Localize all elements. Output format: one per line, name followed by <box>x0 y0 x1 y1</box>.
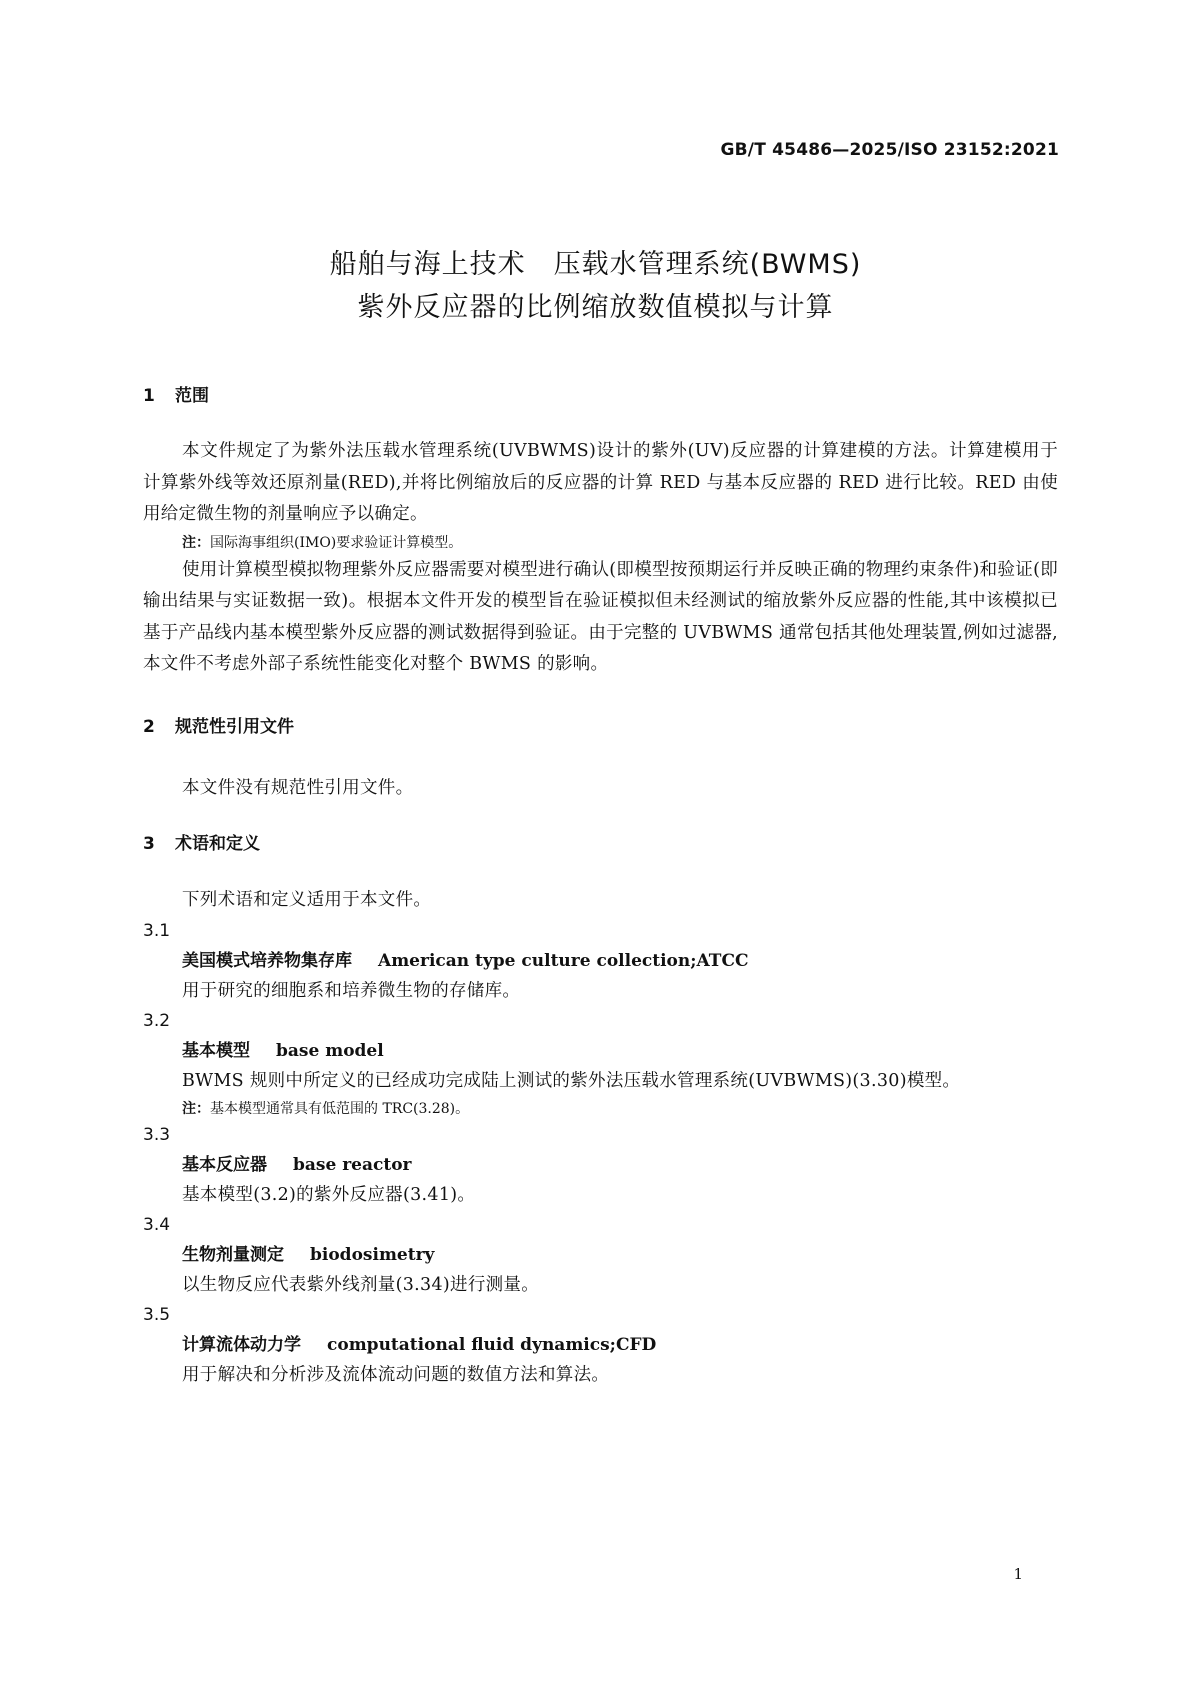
term-number: 3.5 <box>143 1304 171 1325</box>
term-en: base model <box>276 1040 384 1061</box>
term-definition: 以生物反应代表紫外线剂量(3.34)进行测量。 <box>182 1274 540 1295</box>
term-definition: 用于研究的细胞系和培养微生物的存储库。 <box>182 980 521 1001</box>
term-en: base reactor <box>293 1154 412 1175</box>
note-text: 基本模型通常具有低范围的 TRC(3.28)。 <box>210 1100 470 1117</box>
section-number: 2 <box>143 716 155 737</box>
term-title <box>143 1150 1058 1180</box>
normative-references-paragraph: 本文件没有规范性引用文件。 <box>182 777 414 798</box>
scope-paragraph-1: 本文件规定了为紫外法压载水管理系统(UVBWMS)设计的紫外(UV)反应器的计算建模的方法。计算建模用于计算紫外线等效还原剂量(RED),并将比例缩放后的反应器的计算 RED 与基本反应器的 RED 进行比较。RED 由使用给定微生物的剂量响应予以确定。 <box>143 441 1058 524</box>
term-definition: 基本模型(3.2)的紫外反应器(3.41)。 <box>182 1184 476 1205</box>
term-en: computational fluid dynamics;CFD <box>327 1334 657 1355</box>
document-body <box>143 383 1058 1391</box>
title-line-1: 船舶与海上技术 压载水管理系统(BWMS) <box>329 249 862 280</box>
term-zh: 基本反应器 <box>182 1154 267 1175</box>
scope-paragraph-2: 使用计算模型模拟物理紫外反应器需要对模型进行确认(即模型按预期运行并反映正确的物理约束条件)和验证(即输出结果与实证数据一致)。根据本文件开发的模型旨在验证模拟但未经测试的缩放紫外反应器的性能,其中该模拟已基于产品线内基本模型紫外反应器的测试数据得到验证。由于完整的 UVBWMS 通常包括其他处理装置,例如过滤器,本文件不考虑外部子系统性能变化对整个 BWMS 的影响。 <box>143 559 1058 674</box>
section-2-heading <box>143 714 1058 740</box>
scope-note <box>143 531 1058 555</box>
term-title <box>143 1240 1058 1270</box>
document-title <box>0 243 1191 329</box>
term-title <box>143 1036 1058 1066</box>
page-number: 1 <box>1013 1565 1023 1583</box>
term-zh: 生物剂量测定 <box>182 1244 284 1265</box>
section-1-heading <box>143 383 1058 409</box>
term-title <box>143 1330 1058 1360</box>
title-line-2: 紫外反应器的比例缩放数值模拟与计算 <box>357 292 834 323</box>
section-title: 范围 <box>175 386 209 406</box>
note-label: 注： <box>182 1100 210 1117</box>
section-number: 3 <box>143 834 155 854</box>
term-zh: 基本模型 <box>182 1040 250 1061</box>
term-zh: 计算流体动力学 <box>182 1334 301 1355</box>
standard-code: GB/T 45486—2025/ISO 23152:2021 <box>720 140 1059 160</box>
term-number: 3.1 <box>143 920 171 941</box>
term-number: 3.3 <box>143 1124 171 1145</box>
section-title: 规范性引用文件 <box>175 716 294 737</box>
terms-intro: 下列术语和定义适用于本文件。 <box>182 890 432 910</box>
section-title: 术语和定义 <box>175 834 260 854</box>
note-text: 国际海事组织(IMO)要求验证计算模型。 <box>210 534 463 551</box>
term-number: 3.2 <box>143 1010 171 1031</box>
term-number: 3.4 <box>143 1214 171 1235</box>
term-definition: 用于解决和分析涉及流体流动问题的数值方法和算法。 <box>182 1364 610 1385</box>
term-definition: BWMS 规则中所定义的已经成功完成陆上测试的紫外法压载水管理系统(UVBWMS)(3.30)模型。 <box>182 1070 961 1091</box>
section-3-heading <box>143 831 1058 857</box>
term-title <box>143 946 1058 976</box>
note-label: 注： <box>182 534 210 551</box>
term-en: biodosimetry <box>310 1244 435 1265</box>
section-number: 1 <box>143 386 155 406</box>
term-zh: 美国模式培养物集存库 <box>182 950 352 971</box>
term-note <box>143 1097 1058 1121</box>
term-en: American type culture collection;ATCC <box>378 950 749 971</box>
